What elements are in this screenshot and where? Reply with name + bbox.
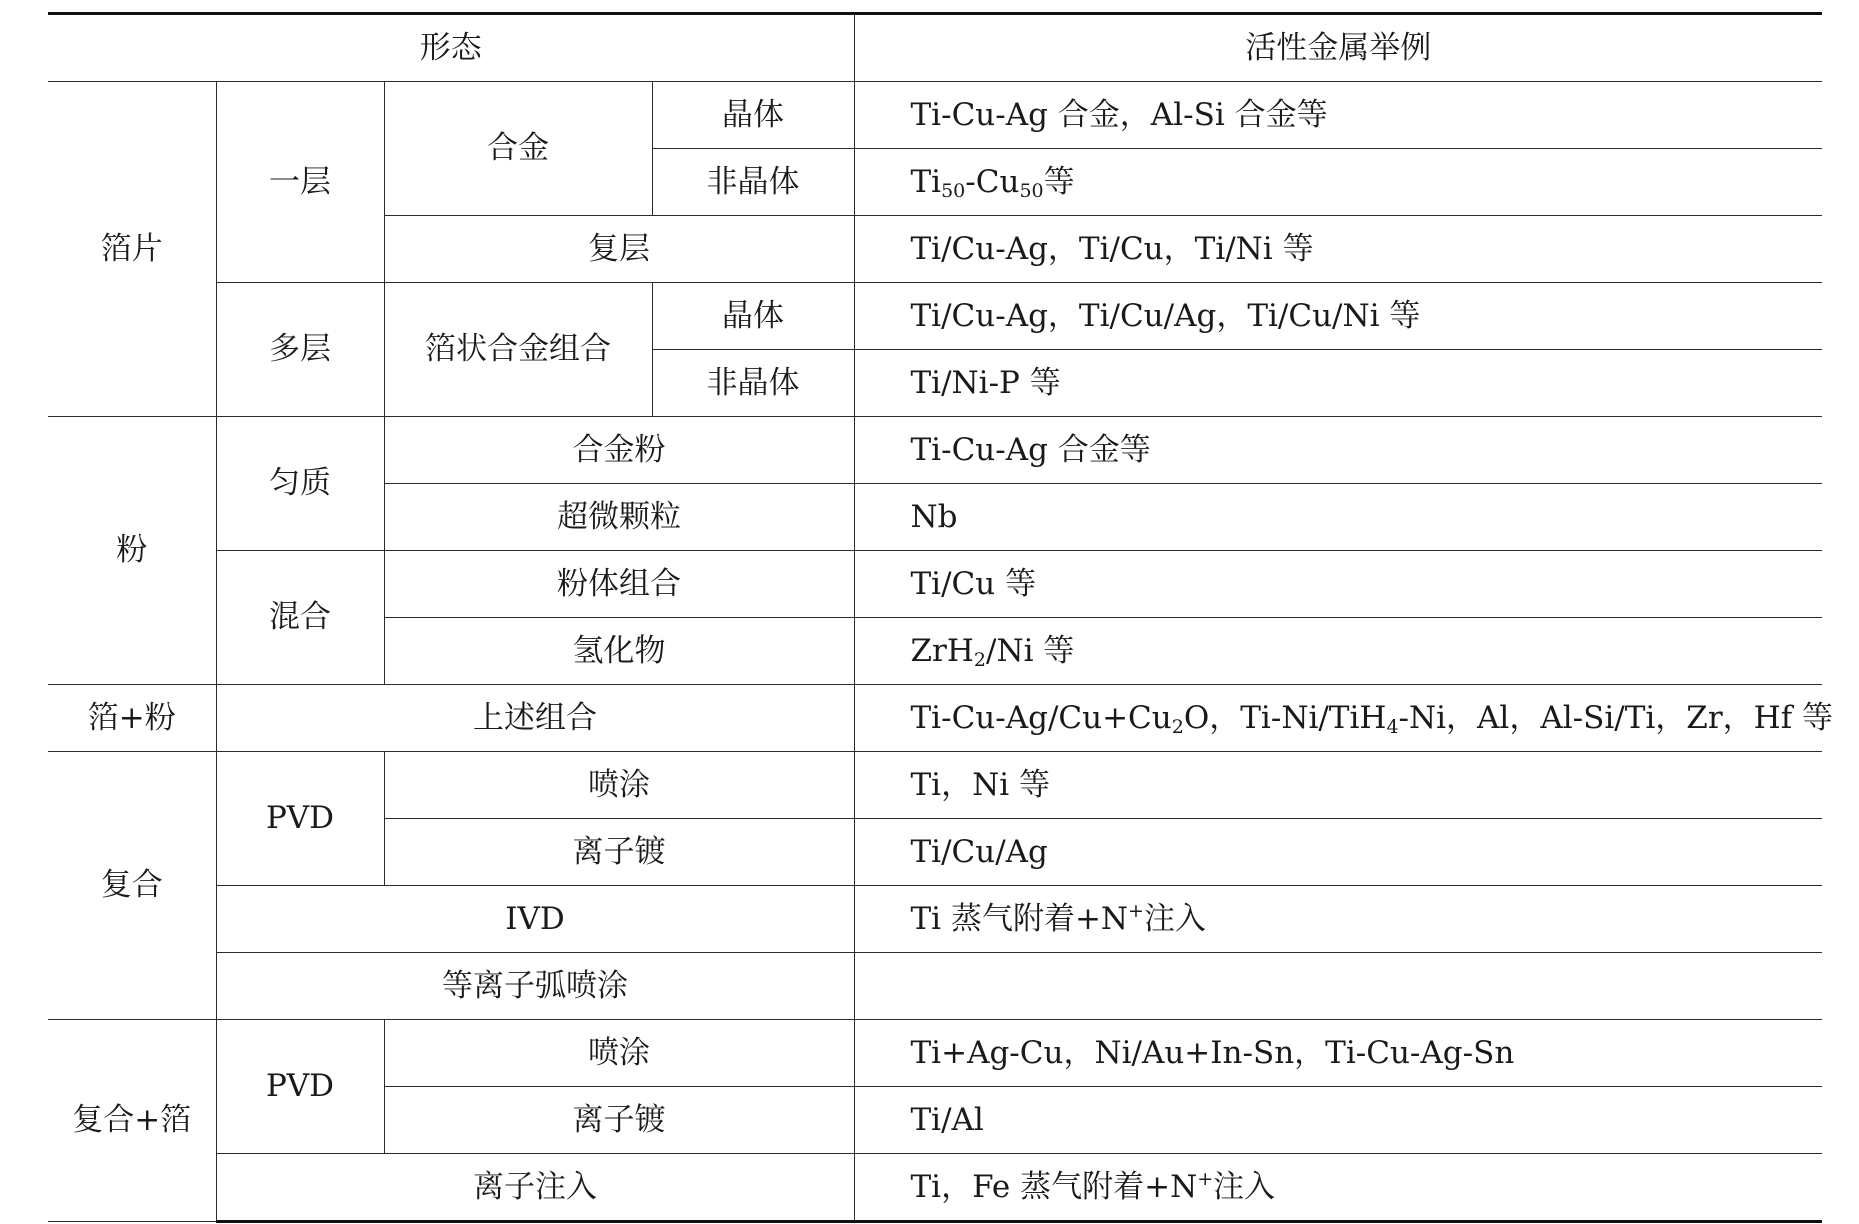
example-cell — [854, 886, 1822, 953]
type-foil-alloy-combo: 箔状合金组合 — [384, 283, 652, 417]
header-examples: 活性金属举例 — [854, 14, 1822, 82]
table-row — [48, 685, 1822, 752]
example-cell — [854, 618, 1822, 685]
example-text: /Ni 等 — [986, 632, 1075, 669]
group-foil: 箔片 — [48, 82, 216, 417]
example-cell: Nb — [854, 484, 1822, 551]
example-cell: Ti/Al — [854, 1087, 1822, 1154]
example-cell: Ti/Cu-Ag，Ti/Cu，Ti/Ni 等 — [854, 216, 1822, 283]
example-cell: Ti/Ni-P 等 — [854, 350, 1822, 417]
subscript: 2 — [973, 648, 986, 671]
example-cell: Ti-Cu-Ag 合金，Al-Si 合金等 — [854, 82, 1822, 149]
subscript: 50 — [941, 179, 966, 202]
active-metal-forms-table — [48, 12, 1834, 1223]
subscript: 2 — [1171, 715, 1184, 738]
example-cell: Ti/Cu 等 — [854, 551, 1822, 618]
subscript: 50 — [1019, 179, 1044, 202]
kind-crystal: 晶体 — [652, 82, 854, 149]
kind-amorphous: 非晶体 — [652, 149, 854, 216]
sub-multi-layer: 多层 — [216, 283, 384, 417]
table-header-row — [48, 14, 1822, 82]
example-cell: Ti，Ni 等 — [854, 752, 1822, 819]
example-cell: Ti+Ag-Cu，Ni/Au+In-Sn，Ti-Cu-Ag-Sn — [854, 1020, 1822, 1087]
kind-amorphous: 非晶体 — [652, 350, 854, 417]
type-ion-plating: 离子镀 — [384, 819, 854, 886]
kind-crystal: 晶体 — [652, 283, 854, 350]
group-composite: 复合 — [48, 752, 216, 1020]
table-row — [48, 886, 1822, 953]
group-foil-powder: 箔+粉 — [48, 685, 216, 752]
table-row — [48, 752, 1822, 819]
example-cell — [854, 149, 1822, 216]
sub-ion-implant: 离子注入 — [216, 1154, 854, 1222]
type-hydride: 氢化物 — [384, 618, 854, 685]
example-text: Ti，Fe 蒸气附着+N — [910, 1168, 1198, 1205]
table-row — [48, 417, 1822, 484]
table-row — [48, 551, 1822, 618]
type-ion-plating: 离子镀 — [384, 1087, 854, 1154]
type-composite-layer: 复层 — [384, 216, 854, 283]
example-cell — [854, 1154, 1822, 1222]
example-text: -Cu — [965, 163, 1020, 200]
example-text: Ti 蒸气附着+N — [910, 900, 1129, 937]
table-row — [48, 1154, 1822, 1222]
type-spray: 喷涂 — [384, 752, 854, 819]
table-row — [48, 283, 1822, 350]
sub-single-layer: 一层 — [216, 82, 384, 283]
superscript: + — [1197, 1167, 1214, 1190]
example-text: 注入 — [1143, 900, 1206, 937]
sub-plasma-arc: 等离子弧喷涂 — [216, 953, 854, 1020]
example-cell-empty — [854, 953, 1822, 1020]
table-row — [48, 82, 1822, 149]
type-ultrafine: 超微颗粒 — [384, 484, 854, 551]
table-row — [48, 953, 1822, 1020]
example-text: Ti-Cu-Ag/Cu+Cu — [910, 699, 1172, 736]
example-text: 等 — [1043, 163, 1075, 200]
example-text: -Ni，Al，Al-Si/Ti，Zr，Hf 等 — [1398, 699, 1834, 736]
sub-mixed: 混合 — [216, 551, 384, 685]
header-form: 形态 — [48, 14, 854, 82]
example-text: Ti — [910, 163, 942, 200]
example-text: O，Ti-Ni/TiH — [1183, 699, 1387, 736]
example-text: ZrH — [910, 632, 974, 669]
type-powder-combo: 粉体组合 — [384, 551, 854, 618]
example-cell: Ti-Cu-Ag 合金等 — [854, 417, 1822, 484]
example-cell: Ti/Cu/Ag — [854, 819, 1822, 886]
sub-pvd: PVD — [216, 752, 384, 886]
type-alloy: 合金 — [384, 82, 652, 216]
group-composite-foil: 复合+箔 — [48, 1020, 216, 1222]
group-powder: 粉 — [48, 417, 216, 685]
sub-pvd: PVD — [216, 1020, 384, 1154]
subscript: 4 — [1386, 715, 1399, 738]
superscript: + — [1128, 899, 1144, 922]
table-row — [48, 1020, 1822, 1087]
type-alloy-powder: 合金粉 — [384, 417, 854, 484]
type-spray: 喷涂 — [384, 1020, 854, 1087]
type-above-combo: 上述组合 — [216, 685, 854, 752]
example-cell — [854, 685, 1834, 752]
sub-homogeneous: 匀质 — [216, 417, 384, 551]
example-text: 注入 — [1213, 1168, 1276, 1205]
example-cell: Ti/Cu-Ag，Ti/Cu/Ag，Ti/Cu/Ni 等 — [854, 283, 1822, 350]
sub-ivd: IVD — [216, 886, 854, 953]
